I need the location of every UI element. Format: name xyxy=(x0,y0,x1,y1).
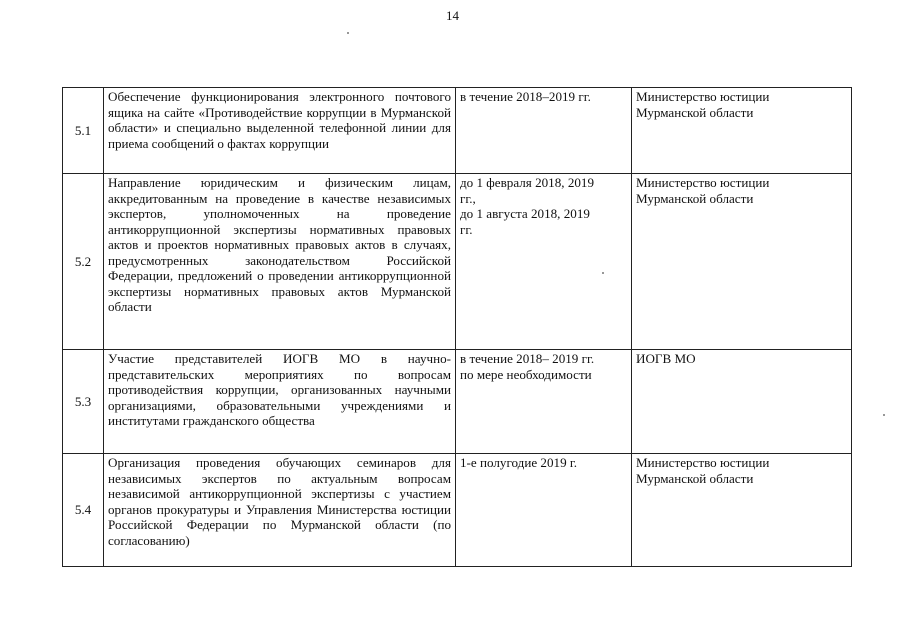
term-text: по мере необходимости xyxy=(460,366,592,382)
term-text: до 1 августа 2018, 2019 xyxy=(460,206,590,221)
responsible-text: Министерство юстиции xyxy=(636,89,770,104)
activity-cell xyxy=(104,88,456,174)
activity-cell xyxy=(104,454,456,567)
scan-speck xyxy=(883,414,885,416)
item-number: 5.2 xyxy=(63,174,104,350)
page-number: 14 xyxy=(446,8,459,23)
term-cell xyxy=(456,88,632,174)
responsible-text: ИОГВ МО xyxy=(636,351,696,366)
term-text: в течение 2018–2019 гг. xyxy=(460,89,591,104)
term-text: гг. xyxy=(460,221,473,237)
scan-speck xyxy=(602,272,604,274)
term-text: 1-е полугодие 2019 г. xyxy=(460,455,578,470)
term-text: до 1 февраля 2018, 2019 xyxy=(460,175,595,190)
responsible-text: Мурманской области xyxy=(636,470,754,486)
responsible-cell xyxy=(632,454,852,567)
term-cell xyxy=(456,454,632,567)
term-text: в течение 2018– 2019 гг. xyxy=(460,351,595,366)
responsible-text: Мурманской области xyxy=(636,190,754,206)
activity-text: Организация проведения обучающих семинаров для независимых экспертов по актуальным вопросам независимой антикоррупционной экспертизы с участием органов прокуратуры и Управления Министерства юстиции Российской Федерации по Мурманской области (по согласованию) xyxy=(108,455,451,548)
responsible-text: Министерство юстиции xyxy=(636,175,770,190)
table-row xyxy=(63,88,852,174)
term-text: гг., xyxy=(460,190,476,206)
term-cell xyxy=(456,350,632,454)
activity-text: Обеспечение функционирования электронного почтового ящика на сайте «Противодействие коррупции в Мурманской области» и специально выделенной телефонной линии для приема сообщений о фактах коррупции xyxy=(108,89,451,151)
item-number: 5.1 xyxy=(63,88,104,174)
table-row xyxy=(63,174,852,350)
activity-cell xyxy=(104,174,456,350)
item-number: 5.4 xyxy=(63,454,104,567)
table-row xyxy=(63,454,852,567)
activity-text: Участие представителей ИОГВ МО в научно-представительских мероприятиях по вопросам противодействия коррупции, организованных научными организациями, образовательными учреждениями и институтами гражданского общества xyxy=(108,351,451,428)
table-row xyxy=(63,350,852,454)
term-cell xyxy=(456,174,632,350)
measures-table xyxy=(62,87,852,567)
activity-text: Направление юридическим и физическим лицам, аккредитованным на проведение в качестве независимых экспертов, уполномоченных на проведение антикоррупционной экспертизы нормативных правовых актов и проектов нормативных правовых актов в случаях, предусмотренных законодательством Российской Федерации, предложений о проведении антикоррупционной экспертизы нормативных правовых актов Мурманской области xyxy=(108,175,451,314)
item-number: 5.3 xyxy=(63,350,104,454)
scan-speck xyxy=(347,32,349,34)
activity-cell xyxy=(104,350,456,454)
responsible-text: Министерство юстиции xyxy=(636,455,770,470)
responsible-cell xyxy=(632,174,852,350)
responsible-cell xyxy=(632,350,852,454)
responsible-cell xyxy=(632,88,852,174)
responsible-text: Мурманской области xyxy=(636,104,754,120)
